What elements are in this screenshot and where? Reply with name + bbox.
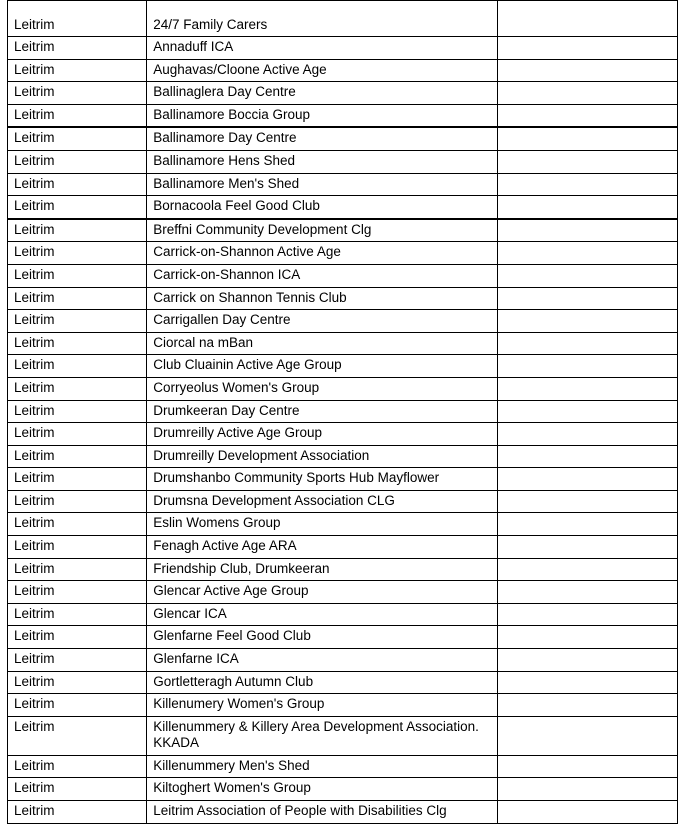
cell-group: Carrigallen Day Centre <box>147 310 498 333</box>
cell-county: Leitrim <box>8 1 147 37</box>
table-row <box>8 445 678 468</box>
table-row <box>8 287 678 310</box>
table-row <box>8 400 678 423</box>
cell-group: Drumsna Development Association CLG <box>147 490 498 513</box>
cell-group: Annaduff ICA <box>147 37 498 60</box>
table-row <box>8 423 678 446</box>
cell-group: Glenfarne ICA <box>147 649 498 672</box>
table-row <box>8 377 678 400</box>
cell-group: Ballinamore Boccia Group <box>147 104 498 127</box>
cell-group: Ballinamore Day Centre <box>147 127 498 150</box>
table-row <box>8 649 678 672</box>
cell-county: Leitrim <box>8 219 147 242</box>
table-row <box>8 219 678 242</box>
cell-group: Ciorcal na mBan <box>147 332 498 355</box>
cell-extra <box>498 104 678 127</box>
cell-extra <box>498 468 678 491</box>
cell-extra <box>498 264 678 287</box>
cell-group: Glenfarne Feel Good Club <box>147 626 498 649</box>
table-row <box>8 37 678 60</box>
cell-county: Leitrim <box>8 801 147 824</box>
cell-group: Club Cluainin Active Age Group <box>147 355 498 378</box>
cell-group: Bornacoola Feel Good Club <box>147 196 498 219</box>
cell-county: Leitrim <box>8 310 147 333</box>
cell-extra <box>498 332 678 355</box>
cell-extra <box>498 755 678 778</box>
cell-extra <box>498 649 678 672</box>
cell-group: Drumreilly Development Association <box>147 445 498 468</box>
table-row <box>8 173 678 196</box>
cell-group: Killenummery Men's Shed <box>147 755 498 778</box>
cell-county: Leitrim <box>8 445 147 468</box>
cell-county: Leitrim <box>8 536 147 559</box>
cell-county: Leitrim <box>8 671 147 694</box>
cell-county: Leitrim <box>8 82 147 105</box>
cell-county: Leitrim <box>8 490 147 513</box>
table-row <box>8 716 678 755</box>
cell-extra <box>498 173 678 196</box>
cell-county: Leitrim <box>8 127 147 150</box>
groups-table <box>7 0 678 824</box>
cell-extra <box>498 127 678 150</box>
cell-extra <box>498 558 678 581</box>
cell-group: Killenumery Women's Group <box>147 694 498 717</box>
cell-extra <box>498 581 678 604</box>
cell-county: Leitrim <box>8 287 147 310</box>
cell-county: Leitrim <box>8 173 147 196</box>
table-row <box>8 468 678 491</box>
cell-group: Eslin Womens Group <box>147 513 498 536</box>
cell-group: Carrick-on-Shannon Active Age <box>147 242 498 265</box>
cell-extra <box>498 150 678 173</box>
cell-county: Leitrim <box>8 423 147 446</box>
cell-county: Leitrim <box>8 755 147 778</box>
cell-extra <box>498 445 678 468</box>
cell-extra <box>498 694 678 717</box>
cell-county: Leitrim <box>8 150 147 173</box>
cell-group: Glencar Active Age Group <box>147 581 498 604</box>
cell-extra <box>498 513 678 536</box>
cell-county: Leitrim <box>8 377 147 400</box>
cell-group: Ballinamore Men's Shed <box>147 173 498 196</box>
cell-county: Leitrim <box>8 37 147 60</box>
cell-extra <box>498 37 678 60</box>
cell-group: Killenummery & Killery Area Development Association. KKADA <box>147 716 498 755</box>
cell-group: Fenagh Active Age ARA <box>147 536 498 559</box>
cell-county: Leitrim <box>8 716 147 755</box>
table-row <box>8 332 678 355</box>
cell-extra <box>498 242 678 265</box>
table-row <box>8 581 678 604</box>
table-row <box>8 536 678 559</box>
cell-group: Breffni Community Development Clg <box>147 219 498 242</box>
table-row <box>8 310 678 333</box>
table-row <box>8 104 678 127</box>
cell-group: Carrick on Shannon Tennis Club <box>147 287 498 310</box>
cell-county: Leitrim <box>8 649 147 672</box>
table-row <box>8 513 678 536</box>
table-row <box>8 671 678 694</box>
cell-group: Drumshanbo Community Sports Hub Mayflower <box>147 468 498 491</box>
cell-extra <box>498 82 678 105</box>
cell-extra <box>498 536 678 559</box>
cell-group: Carrick-on-Shannon ICA <box>147 264 498 287</box>
cell-group: Gortletteragh Autumn Club <box>147 671 498 694</box>
cell-group: Ballinamore Hens Shed <box>147 150 498 173</box>
table-row <box>8 1 678 37</box>
cell-group: Aughavas/Cloone Active Age <box>147 59 498 82</box>
cell-extra <box>498 626 678 649</box>
table-row <box>8 558 678 581</box>
table-row <box>8 694 678 717</box>
cell-extra <box>498 801 678 824</box>
cell-county: Leitrim <box>8 332 147 355</box>
cell-extra <box>498 377 678 400</box>
table-row <box>8 150 678 173</box>
cell-county: Leitrim <box>8 355 147 378</box>
cell-extra <box>498 287 678 310</box>
cell-county: Leitrim <box>8 400 147 423</box>
cell-extra <box>498 603 678 626</box>
cell-county: Leitrim <box>8 558 147 581</box>
cell-county: Leitrim <box>8 581 147 604</box>
cell-county: Leitrim <box>8 468 147 491</box>
cell-extra <box>498 196 678 219</box>
table-row <box>8 490 678 513</box>
table-row <box>8 59 678 82</box>
table-row <box>8 82 678 105</box>
cell-extra <box>498 423 678 446</box>
cell-county: Leitrim <box>8 196 147 219</box>
cell-extra <box>498 59 678 82</box>
cell-extra <box>498 310 678 333</box>
table-row <box>8 196 678 219</box>
cell-extra <box>498 400 678 423</box>
cell-extra <box>498 219 678 242</box>
cell-group: Ballinaglera Day Centre <box>147 82 498 105</box>
cell-county: Leitrim <box>8 778 147 801</box>
cell-county: Leitrim <box>8 264 147 287</box>
cell-extra <box>498 1 678 37</box>
table-row <box>8 242 678 265</box>
cell-group: Glencar ICA <box>147 603 498 626</box>
cell-county: Leitrim <box>8 626 147 649</box>
cell-group: 24/7 Family Carers <box>147 1 498 37</box>
cell-group: Drumreilly Active Age Group <box>147 423 498 446</box>
cell-county: Leitrim <box>8 513 147 536</box>
cell-group: Drumkeeran Day Centre <box>147 400 498 423</box>
cell-extra <box>498 490 678 513</box>
table-row <box>8 626 678 649</box>
groups-table-body <box>8 1 678 824</box>
cell-extra <box>498 355 678 378</box>
cell-group: Friendship Club, Drumkeeran <box>147 558 498 581</box>
table-row <box>8 801 678 824</box>
cell-county: Leitrim <box>8 104 147 127</box>
cell-group: Corryeolus Women's Group <box>147 377 498 400</box>
cell-group: Leitrim Association of People with Disabilities Clg <box>147 801 498 824</box>
table-row <box>8 127 678 150</box>
table-row <box>8 264 678 287</box>
cell-extra <box>498 716 678 755</box>
cell-extra <box>498 671 678 694</box>
cell-county: Leitrim <box>8 694 147 717</box>
table-row <box>8 603 678 626</box>
cell-county: Leitrim <box>8 59 147 82</box>
cell-county: Leitrim <box>8 603 147 626</box>
cell-group: Kiltoghert Women's Group <box>147 778 498 801</box>
cell-county: Leitrim <box>8 242 147 265</box>
table-row <box>8 778 678 801</box>
cell-extra <box>498 778 678 801</box>
table-row <box>8 355 678 378</box>
table-row <box>8 755 678 778</box>
